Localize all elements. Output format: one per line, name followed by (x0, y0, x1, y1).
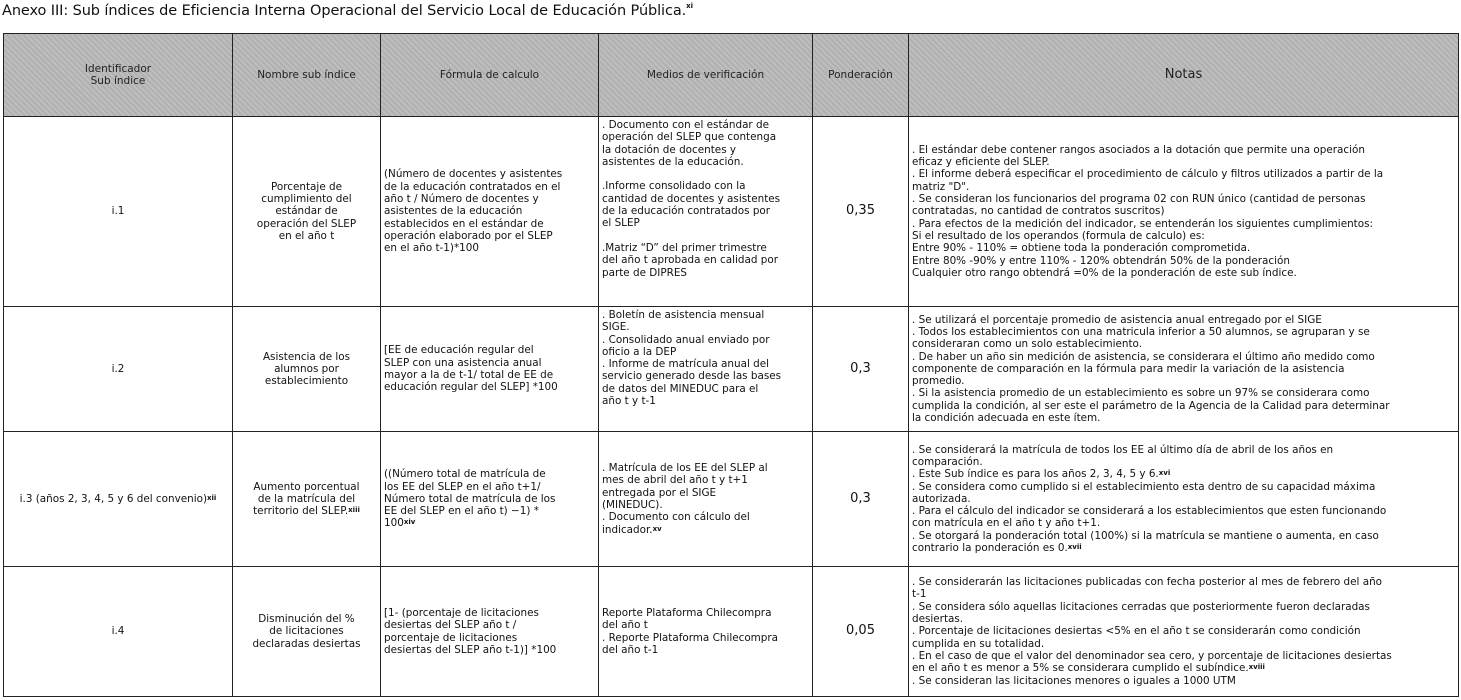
header-ponderacion: Ponderación (813, 34, 909, 117)
annex-title-text: Anexo III: Sub índices de Eficiencia Interna Operacional del Servicio Local de Educación Pública. (2, 3, 687, 19)
cell-identificador (4, 432, 233, 567)
cell-medios (599, 117, 813, 307)
text-segment: . Se considerará la matrícula de todos los EE al último día de abril de los años en comparación. . Este Sub índice es para los años 2, 3, 4, 5 y 6. (912, 443, 1334, 481)
cell-ponderacion: 0,35 (813, 117, 909, 307)
cell-identificador-text (7, 205, 229, 217)
cell-medios (599, 567, 813, 697)
header-notas: Notas (909, 34, 1459, 117)
cell-medios-text (602, 309, 809, 407)
text-segment: ((Número total de matrícula de los EE del SLEP en el año t+1/ Número total de matrícula de los EE del SLEP en el año t) −1) * 100 (384, 468, 556, 530)
cell-formula-text (384, 168, 595, 254)
text-segment: Porcentaje de cumplimiento del estándar de operación del SLEP en el año t (256, 180, 357, 242)
cell-formula-text (384, 468, 595, 529)
cell-nombre-text (236, 613, 377, 650)
cell-medios (599, 432, 813, 567)
cell-medios-text (602, 607, 809, 656)
footnote-ref: xii (207, 493, 217, 502)
text-segment: Asistencia de los alumnos por establecimiento (262, 350, 351, 388)
cell-nombre (233, 117, 381, 307)
cell-notas (909, 567, 1459, 697)
cell-identificador (4, 117, 233, 307)
footnote-ref: xvii (1067, 543, 1082, 552)
text-segment: (Número de docentes y asistentes de la educación contratados en el año t / Número de docentes y asistentes de la educación establecidos en el estándar de operación elaborado por el SLEP en el año t-1)*100 (384, 168, 563, 255)
text-segment: Aumento porcentual de la matrícula del territorio del SLEP. (253, 480, 360, 518)
cell-nombre (233, 432, 381, 567)
table-row (4, 567, 1459, 697)
footnote-ref: xi (686, 2, 693, 10)
footnote-ref: xvi (1158, 469, 1171, 478)
cell-formula-text (384, 607, 595, 656)
cell-formula (381, 567, 599, 697)
annex-title (2, 3, 693, 19)
text-segment: i.1 (111, 205, 125, 218)
cell-notas (909, 307, 1459, 432)
table-body (4, 117, 1459, 697)
text-segment: i.4 (111, 625, 125, 638)
cell-notas-text (912, 144, 1455, 279)
cell-ponderacion: 0,3 (813, 432, 909, 567)
cell-nombre (233, 307, 381, 432)
cell-identificador-text (7, 363, 229, 375)
cell-nombre (233, 567, 381, 697)
header-formula: Fórmula de calculo (381, 34, 599, 117)
text-segment: . Se considera como cumplido si el establecimiento esta dentro de su capacidad máxima autorizada. . Para el cálculo del indicador se considerará a los establecimientos que esten funcionando con matrícula en el año t y año t+1. . Se otorgará la ponderación total (100%) si la matrícula se mantiene o aumenta, en caso contrario la ponderación es 0. (912, 480, 1387, 555)
text-segment: . Boletín de asistencia mensual SIGE. . Consolidado anual enviado por oficio a la DEP . Informe de matrícula anual del servicio generado desde las bases de datos del MINEDUC para el año t y t-1 (602, 309, 782, 408)
text-segment: . Documento con el estándar de operación del SLEP que contenga la dotación de docentes y asistentes de la educación. .Informe consolidado con la cantidad de docentes y asistentes de la educación contratados por el SLEP .Matriz “D” del primer trimestre del año t aprobada en calidad por parte de DIPRES (602, 119, 781, 279)
cell-medios-text (602, 119, 809, 279)
cell-nombre-text (236, 481, 377, 518)
cell-identificador-text (7, 493, 229, 505)
footnote-ref: xiv (403, 518, 416, 527)
text-segment: . El estándar debe contener rangos asociados a la dotación que permite una operación eficaz y eficiente del SLEP. . El informe deberá especificar el procedimiento de cálculo y filtros utilizados a partir de la matriz "D". . Se consideran los funcionarios del programa 02 con RUN único (cantidad de personas contratadas, no cantidad de contratos suscritos) . Para efectos de la medición del indicador, se entenderán los siguientes cumplimientos: Si el resultado de los operandos (formula de calculo) es: Entre 90% - 110% = obtiene toda la ponderación comprometida. Entre 80% -90% y entre 110% - 120% obtendrán 50% de la ponderación Cualquier otro rango obtendrá =0% de la ponderación de este sub índice. (912, 143, 1384, 279)
table-header-row (4, 34, 1459, 117)
text-segment: Disminución del % de licitaciones declaradas desiertas (252, 613, 361, 650)
cell-identificador-text (7, 625, 229, 637)
header-identificador: Identificador Sub índice (4, 34, 233, 117)
text-segment: . Matrícula de los EE del SLEP al mes de abril del año t y t+1 entregada por el SIGE (MINEDUC). . Documento con cálculo del indicador. (602, 462, 768, 536)
sub-index-table (3, 33, 1459, 697)
cell-formula (381, 307, 599, 432)
text-segment: i.2 (111, 362, 125, 375)
cell-medios-text (602, 462, 809, 536)
cell-notas (909, 432, 1459, 567)
cell-formula-text (384, 344, 595, 393)
footnote-ref: xiii (348, 506, 360, 515)
cell-notas-text (912, 444, 1455, 555)
footnote-ref: xv (652, 524, 662, 533)
text-segment: i.3 (años 2, 3, 4, 5 y 6 del convenio) (19, 492, 208, 505)
text-segment: . Se consideran las licitaciones menores o iguales a 1000 UTM (912, 674, 1236, 687)
text-segment: [1- (porcentaje de licitaciones desiertas del SLEP año t / porcentaje de licitaciones desiertas del SLEP año t-1)] *100 (384, 606, 557, 656)
cell-notas-text (912, 576, 1455, 687)
cell-nombre-text (236, 181, 377, 242)
header-medios: Medios de verificación (599, 34, 813, 117)
text-segment: . Se utilizará el porcentaje promedio de asistencia anual entregado por el SIGE . Todos los establecimientos con una matricula inferior a 50 alumnos, se agruparan y se consideraran como un solo establecimiento. . De haber un año sin medición de asistencia, se considerara el último año medido como componente de comparación en la fórmula para medir la variación de la asistencia promedio. . Si la asistencia promedio de un establecimiento es sobre un 97% se considerara como cumplida la condición, al ser este el parámetro de la Agencia de la Calidad para determinar la condición adecuada en este ítem. (912, 313, 1390, 425)
header-nombre: Nombre sub índice (233, 34, 381, 117)
text-segment: . Se considerarán las licitaciones publicadas con fecha posterior al mes de febrero del año t-1 . Se considera sólo aquellas licitaciones cerradas que posteriormente fueron declaradas desiertas. . Porcentaje de licitaciones desiertas <5% en el año t se considerarán como condición cumplida en su totalidad. . En el caso de que el valor del denominador sea cero, y porcentaje de licitaciones desiertas en el año t es menor a 5% se considerara cumplido el subíndice. (912, 576, 1392, 675)
cell-formula (381, 117, 599, 307)
text-segment: Reporte Plataforma Chilecompra del año t . Reporte Plataforma Chilecompra del año t-1 (602, 606, 779, 656)
text-segment: [EE de educación regular del SLEP con una asistencia anual mayor a la de t-1/ total de EE de educación regular del SLEP] *100 (384, 344, 558, 394)
cell-nombre-text (236, 351, 377, 388)
table-row (4, 117, 1459, 307)
table-row (4, 307, 1459, 432)
cell-ponderacion: 0,3 (813, 307, 909, 432)
cell-medios (599, 307, 813, 432)
table-row (4, 432, 1459, 567)
footnote-ref: xviii (1248, 663, 1265, 672)
cell-identificador (4, 567, 233, 697)
cell-notas-text (912, 314, 1455, 425)
cell-ponderacion: 0,05 (813, 567, 909, 697)
cell-identificador (4, 307, 233, 432)
cell-formula (381, 432, 599, 567)
cell-notas (909, 117, 1459, 307)
